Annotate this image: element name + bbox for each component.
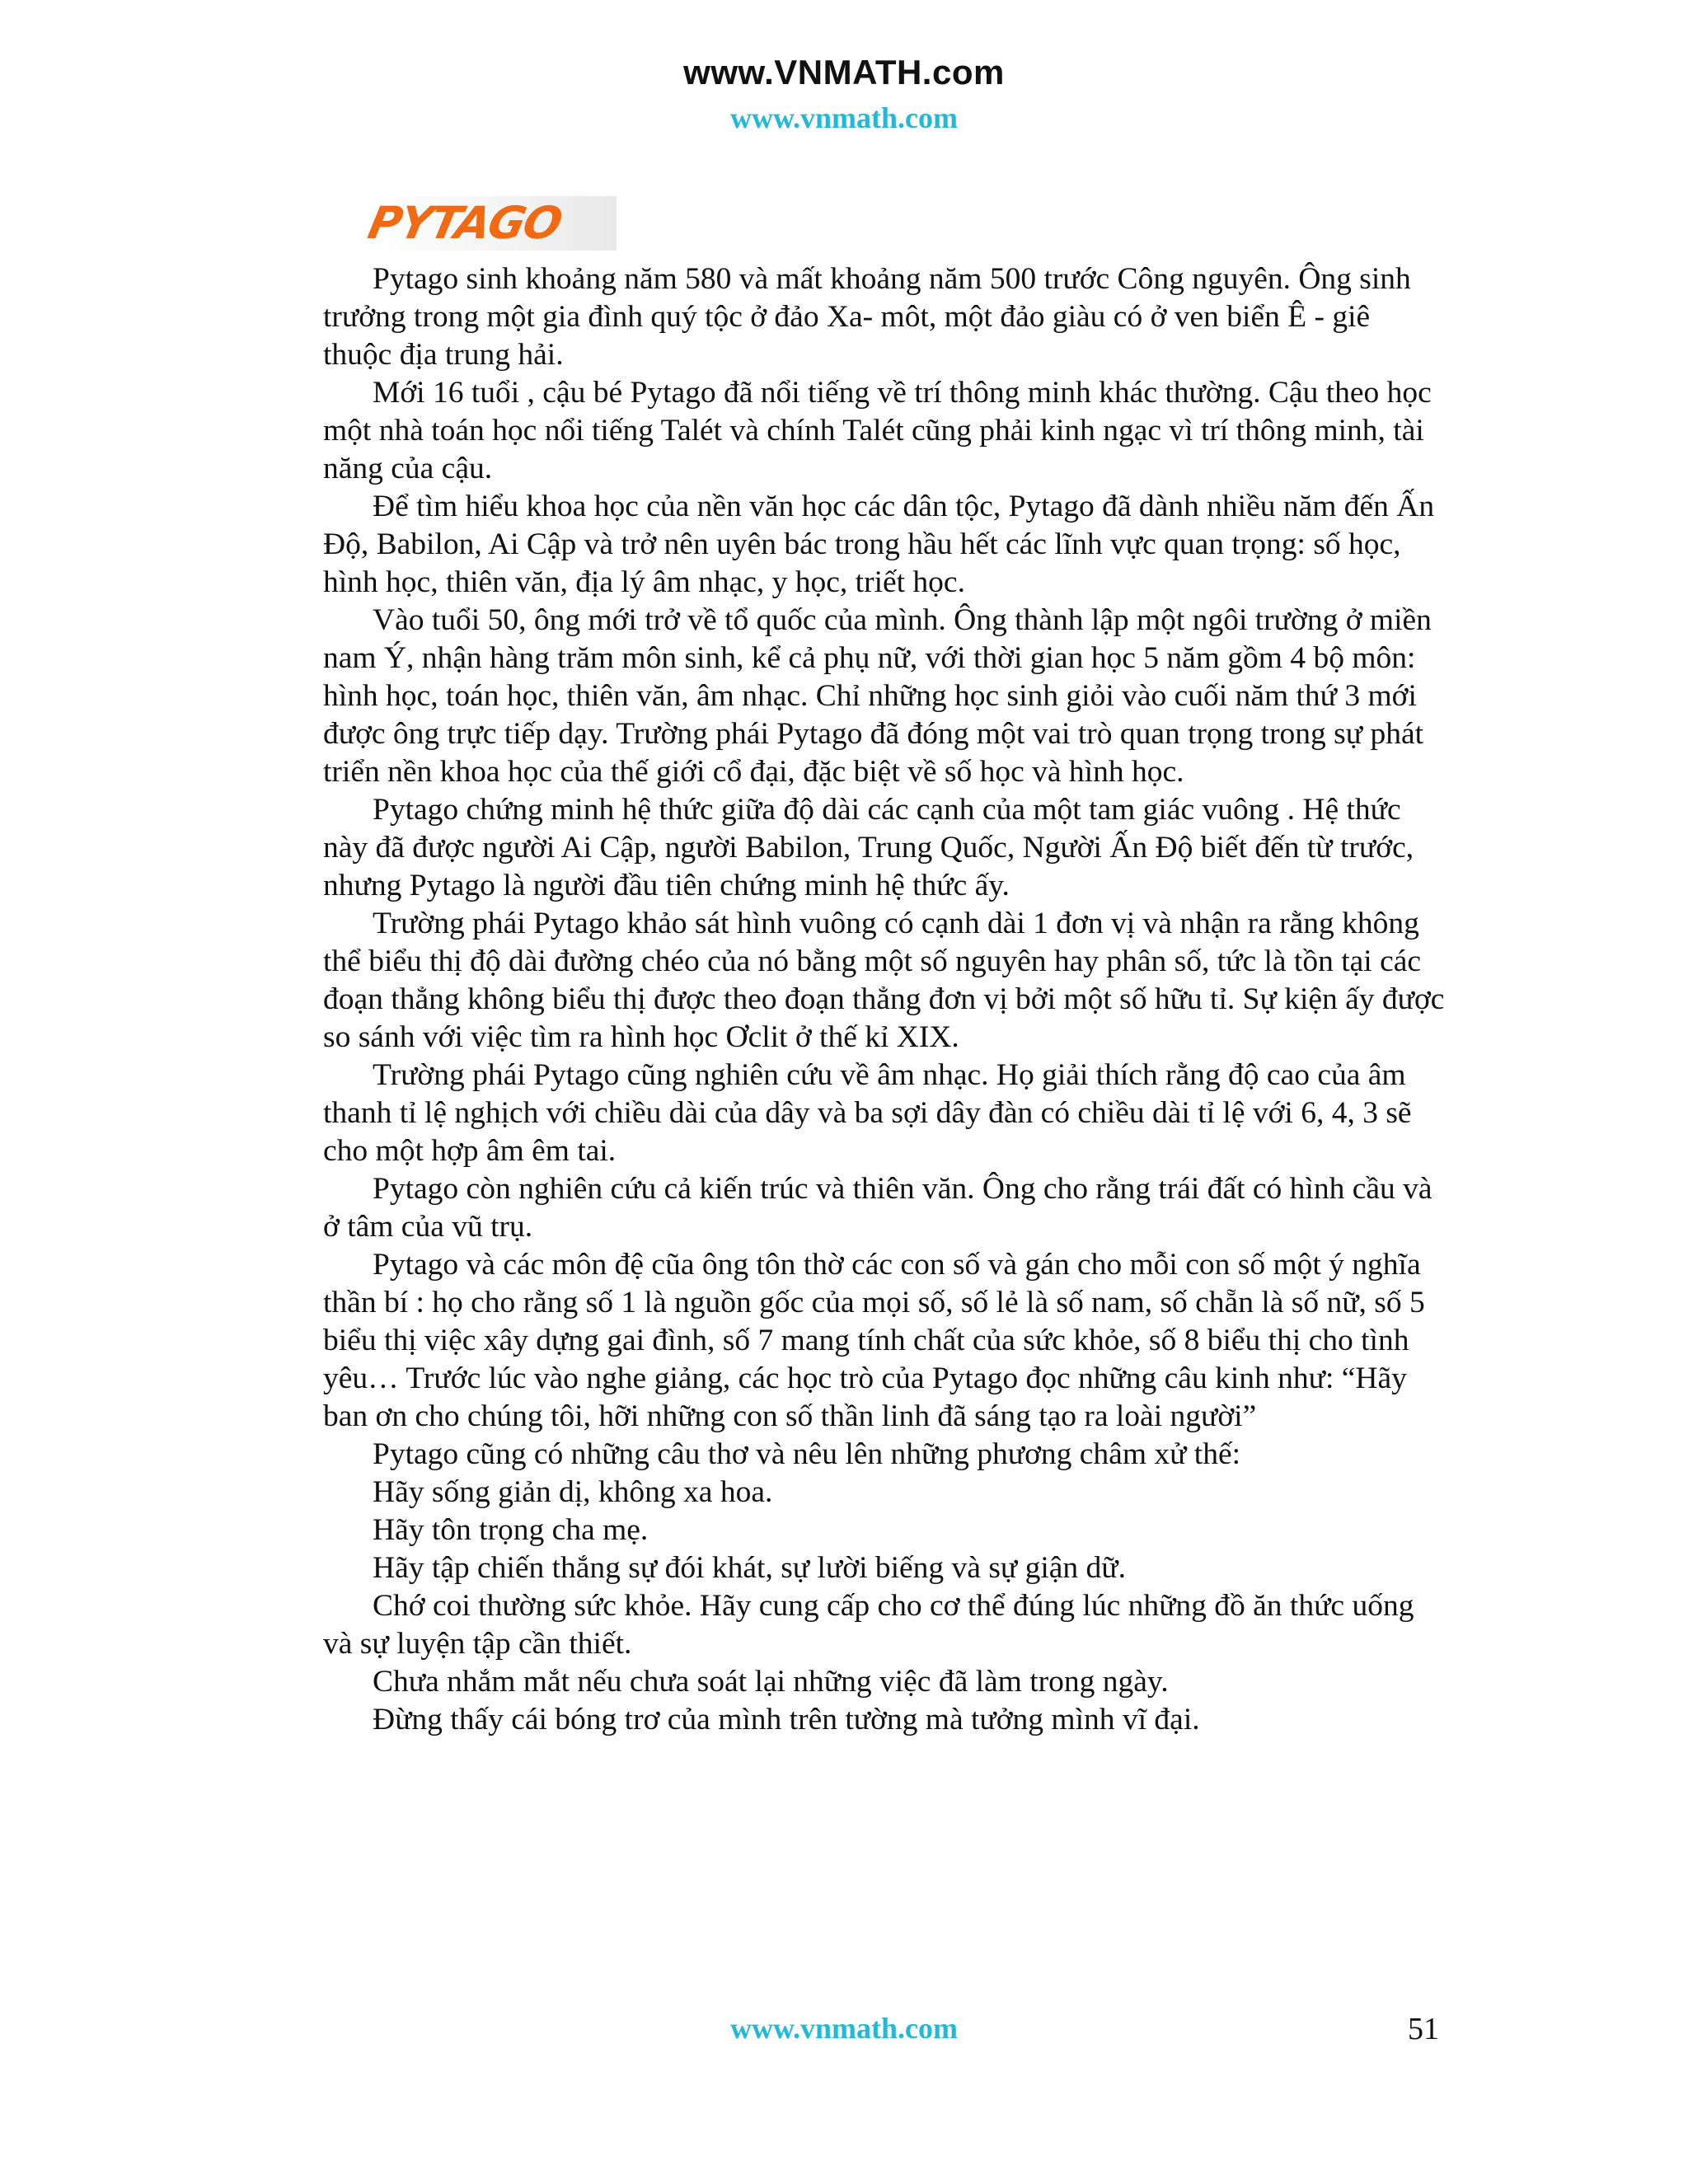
maxim-item: Chớ coi thường sức khỏe. Hãy cung cấp cho cơ thể đúng lúc những đồ ăn thức uống và sự luyện tập cần thiết. bbox=[323, 1589, 1414, 1661]
maxim-item: Chưa nhắm mắt nếu chưa soát lại những việc đã làm trong ngày. bbox=[373, 1665, 1169, 1699]
article-title-logo bbox=[363, 196, 617, 251]
paragraph-youth: Mới 16 tuổi , cậu bé Pytago đã nổi tiếng về trí thông minh khác thường. Cậu theo học một nhà toán học nổi tiếng Talét và chính Talét cũng phải kinh ngạc vì trí thông minh, tài năng của cậu. bbox=[323, 376, 1432, 485]
paragraph-music: Trường phái Pytago cũng nghiên cứu về âm nhạc. Họ giải thích rằng độ cao của âm thanh tỉ lệ nghịch với chiều dài của dây và ba sợi dây đàn có chiều dài tỉ lệ với 6, 4, 3 sẽ cho một hợp âm êm tai. bbox=[323, 1058, 1412, 1168]
article-body bbox=[323, 260, 1446, 1739]
maxim-item: Hãy sống giản dị, không xa hoa. bbox=[373, 1475, 773, 1509]
paragraph-maxims-intro: Pytago cũng có những câu thơ và nêu lên những phương châm xử thế: bbox=[373, 1437, 1241, 1471]
paragraph-numbers: Pytago và các môn đệ cũa ông tôn thờ các con số và gán cho mỗi con số một ý nghĩa thần bí : họ cho rằng số 1 là nguồn gốc của mọi số, số lẻ là số nam, số chẵn là số nữ, số 5 biểu thị việc xây dựng gai đình, số 7 mang tính chất của sức khỏe, số 8 biểu thị cho tình yêu… Trước lúc vào nghe giảng, các học trò của Pytago đọc những câu kinh như: “Hãy ban ơn cho chúng tôi, hỡi những con số thần linh đã sáng tạo ra loài người” bbox=[323, 1248, 1425, 1433]
paragraph-astronomy: Pytago còn nghiên cứu cả kiến trúc và thiên văn. Ông cho rằng trái đất có hình cầu và ở tâm của vũ trụ. bbox=[323, 1172, 1432, 1244]
site-header-title: www.VNMATH.com bbox=[683, 53, 1005, 91]
maxim-item: Hãy tập chiến thắng sự đói khát, sự lười biếng và sự giận dữ. bbox=[373, 1551, 1127, 1585]
paragraph-irrational: Trường phái Pytago khảo sát hình vuông có cạnh dài 1 đơn vị và nhận ra rằng không thể biểu thị độ dài đường chéo của nó bằng một số nguyên hay phân số, tức là tồn tại các đoạn thẳng không biểu thị được theo đoạn thẳng đơn vị bởi một số hữu tỉ. Sự kiện ấy được so sánh với việc tìm ra hình học Ơclit ở thế kỉ XIX. bbox=[323, 907, 1445, 1054]
paragraph-school: Vào tuổi 50, ông mới trở về tổ quốc của mình. Ông thành lập một ngôi trường ở miền nam Ý, nhận hàng trăm môn sinh, kể cả phụ nữ, với thời gian học 5 năm gồm 4 bộ môn: hình học, toán học, thiên văn, âm nhạc. Chỉ những học sinh giỏi vào cuối năm thứ 3 mới được ông trực tiếp dạy. Trường phái Pytago đã đóng một vai trò quan trọng trong sự phát triển nền khoa học của thế giới cổ đại, đặc biệt về số học và hình học. bbox=[323, 603, 1432, 789]
maxim-item: Hãy tôn trọng cha mẹ. bbox=[373, 1513, 649, 1547]
page-number: 51 bbox=[1408, 2012, 1439, 2046]
paragraph-birth: Pytago sinh khoảng năm 580 và mất khoảng năm 500 trước Công nguyên. Ông sinh trưởng trong một gia đình quý tộc ở đảo Xa- môt, một đảo giàu có ở ven biển Ê - giê thuộc địa trung hải. bbox=[323, 262, 1411, 372]
maxim-item: Đừng thấy cái bóng trơ của mình trên tường mà tưởng mình vĩ đại. bbox=[373, 1703, 1200, 1736]
footer-site-url[interactable]: www.vnmath.com bbox=[730, 2012, 958, 2045]
site-header-url[interactable]: www.vnmath.com bbox=[730, 101, 958, 134]
paragraph-theorem: Pytago chứng minh hệ thức giữa độ dài các cạnh của một tam giác vuông . Hệ thức này đã được người Ai Cập, người Babilon, Trung Quốc, Người Ấn Độ biết đến từ trước, nhưng Pytago là người đầu tiên chứng minh hệ thức ấy. bbox=[323, 793, 1414, 902]
article-title: PYTAGO bbox=[363, 197, 566, 249]
paragraph-travels: Để tìm hiểu khoa học của nền văn học các dân tộc, Pytago đã dành nhiều năm đến Ấn Độ, Babilon, Ai Cập và trở nên uyên bác trong hầu hết các lĩnh vực quan trọng: số học, hình học, thiên văn, địa lý âm nhạc, y học, triết học. bbox=[323, 490, 1435, 599]
